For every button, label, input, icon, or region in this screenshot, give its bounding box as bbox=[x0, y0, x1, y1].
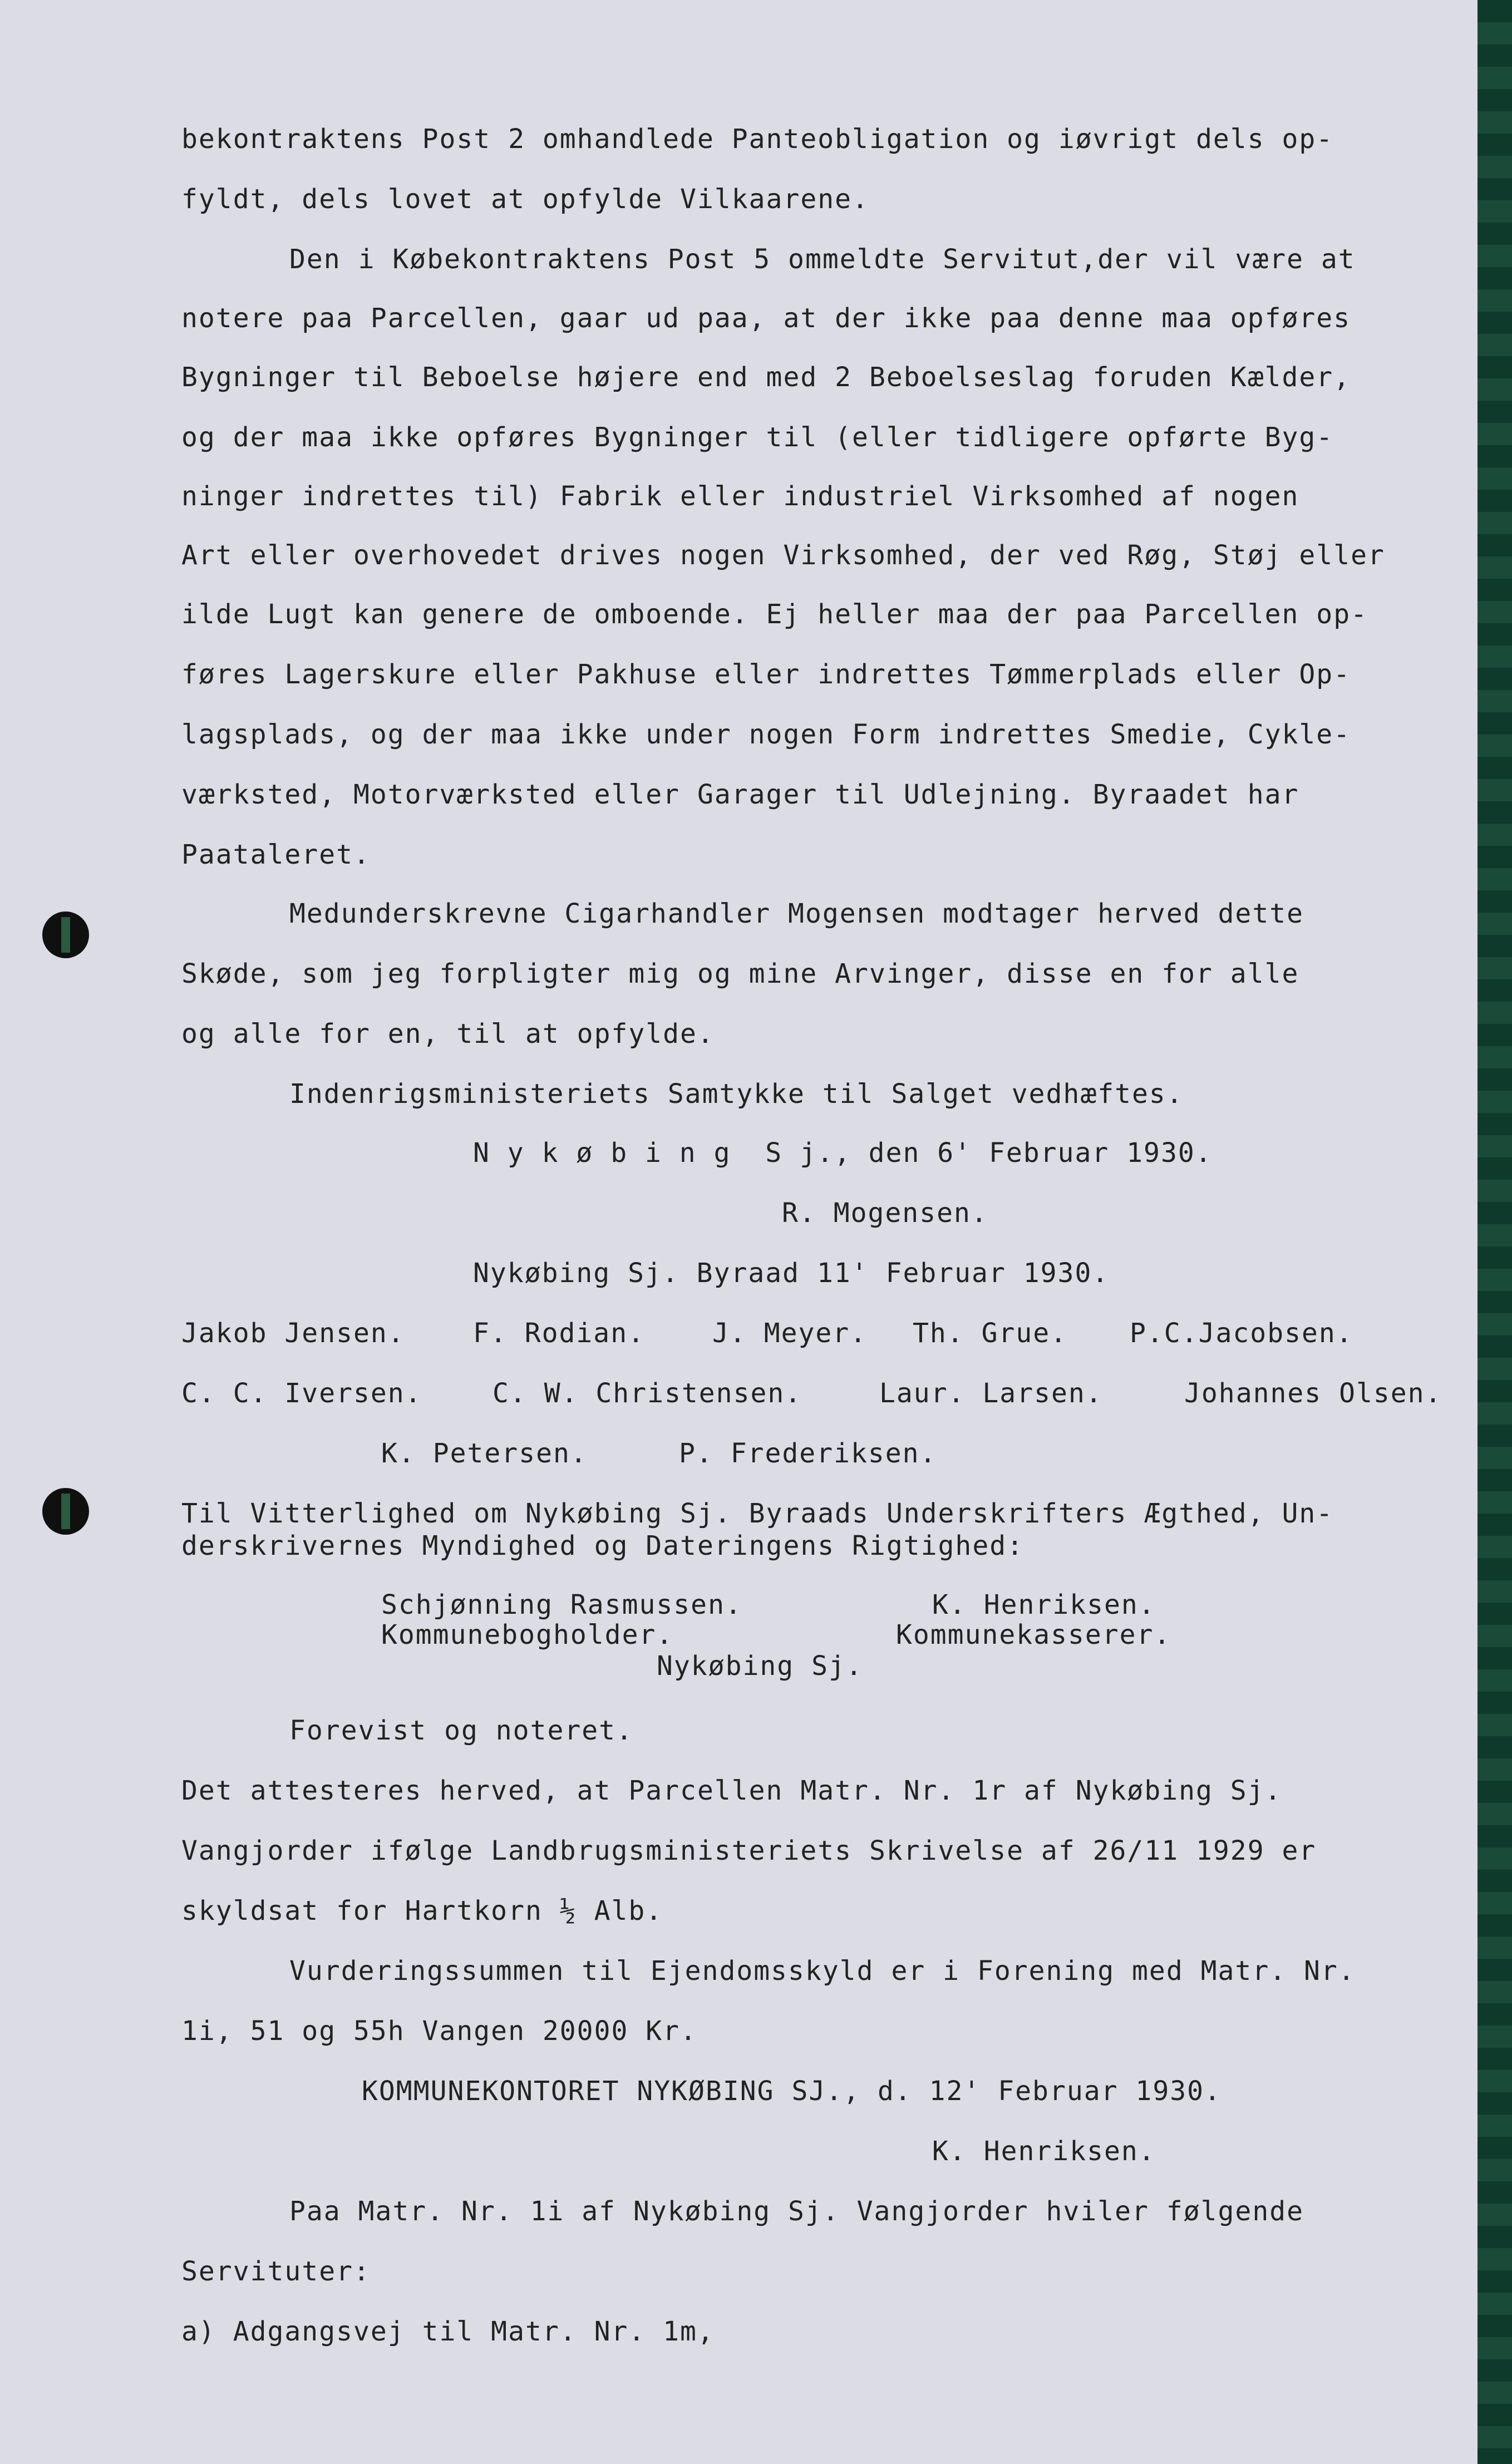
punch-hole-top bbox=[42, 911, 89, 958]
signature-meyer: J. Meyer. bbox=[712, 1318, 868, 1349]
text-line: Bygninger til Beboelse højere end med 2 Beboelseslag foruden Kælder, bbox=[181, 362, 1351, 393]
text-line: 1i, 51 og 55h Vangen 20000 Kr. bbox=[181, 2015, 697, 2047]
text-line: Vurderingssummen til Ejendomsskyld er i Forening med Matr. Nr. bbox=[289, 1955, 1356, 1987]
byraad-date-line: Nykøbing Sj. Byraad 11' Februar 1930. bbox=[473, 1258, 1110, 1289]
office-date-line: KOMMUNEKONTORET NYKØBING SJ., d. 12' Februar 1930. bbox=[362, 2076, 1222, 2107]
signature-henriksen-2: K. Henriksen. bbox=[932, 2136, 1156, 2167]
text-line: derskrivernes Myndighed og Dateringens Rigtighed: bbox=[181, 1530, 1025, 1561]
text-line: Skøde, som jeg forpligter mig og mine Arvinger, disse en for alle bbox=[181, 958, 1299, 989]
text-line: og alle for en, til at opfylde. bbox=[181, 1018, 715, 1049]
text-line: fyldt, dels lovet at opfylde Vilkaarene. bbox=[181, 184, 869, 215]
text-line: ninger indrettes til) Fabrik eller industriel Virksomhed af nogen bbox=[181, 481, 1299, 512]
signature-iversen: C. C. Iversen. bbox=[181, 1378, 422, 1409]
signature-jacobsen: P.C.Jacobsen. bbox=[1130, 1318, 1353, 1349]
place-nykobing: Nykøbing Sj. bbox=[657, 1650, 863, 1682]
title-kommunekasserer: Kommunekasserer. bbox=[896, 1619, 1171, 1650]
text-line: og der maa ikke opføres Bygninger til (eller tidligere opførte Byg- bbox=[181, 422, 1334, 453]
signature-olsen: Johannes Olsen. bbox=[1184, 1378, 1442, 1409]
text-line: a) Adgangsvej til Matr. Nr. 1m, bbox=[181, 2316, 715, 2347]
text-line: Servituter: bbox=[181, 2256, 371, 2287]
text-line: Den i Købekontraktens Post 5 ommeldte Servitut,der vil være at bbox=[289, 244, 1356, 275]
text-line: skyldsat for Hartkorn ½ Alb. bbox=[181, 1895, 663, 1926]
signature-rodian: F. Rodian. bbox=[473, 1318, 645, 1349]
signature-larsen: Laur. Larsen. bbox=[879, 1378, 1103, 1409]
text-line: Til Vitterlighed om Nykøbing Sj. Byraads Underskrifters Ægthed, Un- bbox=[181, 1498, 1334, 1529]
signature-jensen: Jakob Jensen. bbox=[181, 1318, 405, 1349]
text-line: Paa Matr. Nr. 1i af Nykøbing Sj. Vangjorder hviler følgende bbox=[289, 2196, 1304, 2227]
signature-frederiksen: P. Frederiksen. bbox=[679, 1438, 937, 1469]
text-line: Forevist og noteret. bbox=[289, 1715, 633, 1746]
text-line: Vangjorder ifølge Landbrugsministeriets Skrivelse af 26/11 1929 er bbox=[181, 1835, 1317, 1866]
signature-grue: Th. Grue. bbox=[913, 1318, 1068, 1349]
text-line: notere paa Parcellen, gaar ud paa, at der ikke paa denne maa opføres bbox=[181, 303, 1351, 334]
signature-henriksen: K. Henriksen. bbox=[932, 1589, 1156, 1620]
text-line: føres Lagerskure eller Pakhuse eller indrettes Tømmerplads eller Op- bbox=[181, 659, 1351, 690]
text-line: Det attesteres herved, at Parcellen Matr. Nr. 1r af Nykøbing Sj. bbox=[181, 1775, 1282, 1806]
text-line: bekontraktens Post 2 omhandlede Panteobligation og iøvrigt dels op- bbox=[181, 124, 1334, 155]
signature-rasmussen: Schjønning Rasmussen. bbox=[381, 1589, 742, 1620]
text-line: ilde Lugt kan genere de omboende. Ej heller maa der paa Parcellen op- bbox=[181, 599, 1368, 630]
signature-christensen: C. W. Christensen. bbox=[492, 1378, 802, 1409]
text-line: Indenrigsministeriets Samtykke til Salget vedhæftes. bbox=[289, 1078, 1184, 1110]
text-line: lagsplads, og der maa ikke under nogen Form indrettes Smedie, Cykle- bbox=[181, 719, 1351, 750]
text-line: Paataleret. bbox=[181, 839, 371, 870]
background-border bbox=[1477, 0, 1512, 2464]
title-kommunebogholder: Kommunebogholder. bbox=[381, 1619, 674, 1650]
date-line: N y k ø b i n g S j., den 6' Februar 1930. bbox=[473, 1137, 1213, 1169]
signature-mogensen: R. Mogensen. bbox=[782, 1197, 988, 1229]
punch-hole-bottom bbox=[42, 1488, 89, 1535]
text-line: Art eller overhovedet drives nogen Virksomhed, der ved Røg, Støj eller bbox=[181, 540, 1385, 571]
text-line: Medunderskrevne Cigarhandler Mogensen modtager herved dette bbox=[289, 898, 1304, 929]
text-line: værksted, Motorværksted eller Garager til Udlejning. Byraadet har bbox=[181, 779, 1299, 810]
signature-petersen: K. Petersen. bbox=[381, 1438, 588, 1469]
